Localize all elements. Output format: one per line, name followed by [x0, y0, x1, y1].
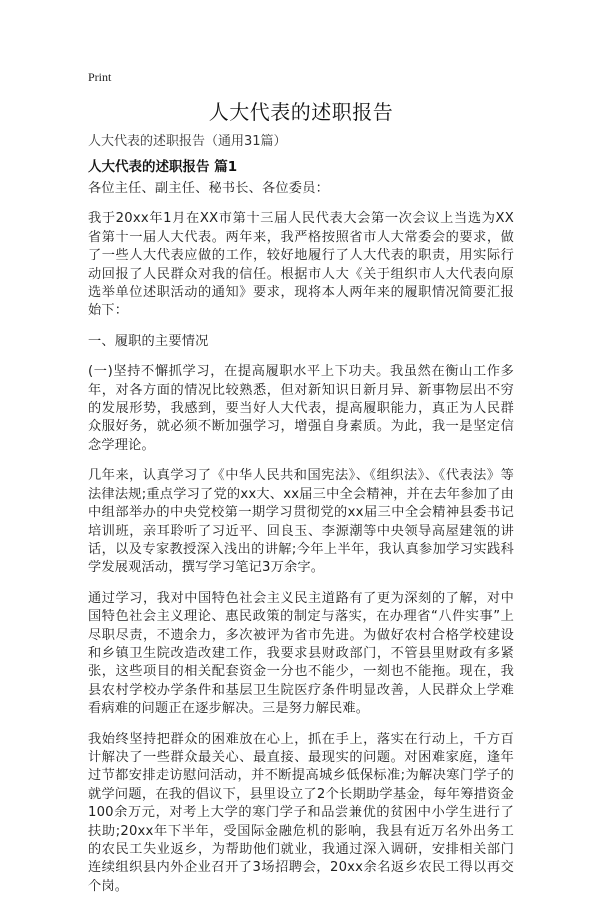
document-subtitle: 人大代表的述职报告（通用31篇）: [88, 134, 287, 149]
paragraph-heading: 一、履职的主要情况: [88, 333, 209, 349]
section-heading: 人大代表的述职报告 篇1: [88, 159, 238, 175]
paragraph: 通过学习，我对中国特色社会主义民主道路有了更为深刻的了解，对中国特色社会主义理论、惠民政策的制定与落实，在办理省“八件实事”上尽职尽责，不遗余力，多次被评为省市先进。为做好农村合格学校建设和乡镇卫生院改造改建工作，我要求县财政部门，不管县里财政有多紧张，这些项目的相关配套资金一分也不能少，一刻也不能拖。现在，我县农村学校办学条件和基层卫生院医疗条件明显改善，人民群众上学难看病难的问题正在逐步解决。三是努力解民难。: [88, 590, 514, 717]
paragraph: 我于20xx年1月在XX市第十三届人民代表大会第一次会议上当选为XX省第十一届人大代表。两年来，我严格按照省市人大常委会的要求，做了一些人大代表应做的工作，较好地履行了人大代表的职责，用实际行动回报了人民群众对我的信任。根据市人大《关于组织市人大代表向原选举单位述职活动的通知》要求，现将本人两年来的履职情况简要汇报始下：: [88, 211, 514, 319]
document-title: 人大代表的述职报告: [208, 100, 394, 124]
document-body: [88, 180, 514, 908]
paragraph: (一)坚持不懈抓学习，在提高履职水平上下功夫。我虽然在衡山工作多年，对各方面的情况比较熟悉，但对新知识日新月异、新事物层出不穷的发展形势，我感到，要当好人大代表，提高履职能力，真正为人民群众服好务，就必须不断加强学习，增强自身素质。为此，我一是坚定信念学理论。: [88, 364, 514, 453]
paragraph-greeting: 各位主任、副主任、秘书长、各位委员：: [88, 181, 329, 196]
paragraph: 几年来，认真学习了《中华人民共和国宪法》、《组织法》、《代表法》等法律法规;重点学习了党的xx大、xx届三中全会精神，并在去年参加了由中组部举办的中央党校第一期学习贯彻党的xx届三中全会精神县委书记培训班，亲耳聆听了习近平、回良玉、李源潮等中央领导高屋建瓴的讲话，以及专家教授深入浅出的讲解;今年上半年，我认真参加学习实践科学发展观活动，撰写学习笔记3万余字。: [88, 468, 514, 576]
paragraph: 我始终坚持把群众的困难放在心上，抓在手上，落实在行动上，千方百计解决了一些群众最关心、最直接、最现实的问题。对困难家庭，逢年过节都安排走访慰问活动，并不断提高城乡低保标准;为解决寒门学子的就学问题，在我的倡议下，县里设立了2个长期助学基金，每年筹措资金100余万元，对考上大学的寒门学子和品尝兼优的贫困中小学生进行了扶助;20xx年下半年，受国际金融危机的影响，我县有近万名外出务工的农民工失业返乡，为帮助他们就业，我通过深入调研，安排相关部门连续组织县内外企业召开了3场招聘会，20xx余名返乡农民工得以再交个岗。: [88, 731, 514, 894]
print-label[interactable]: Print: [88, 70, 112, 84]
